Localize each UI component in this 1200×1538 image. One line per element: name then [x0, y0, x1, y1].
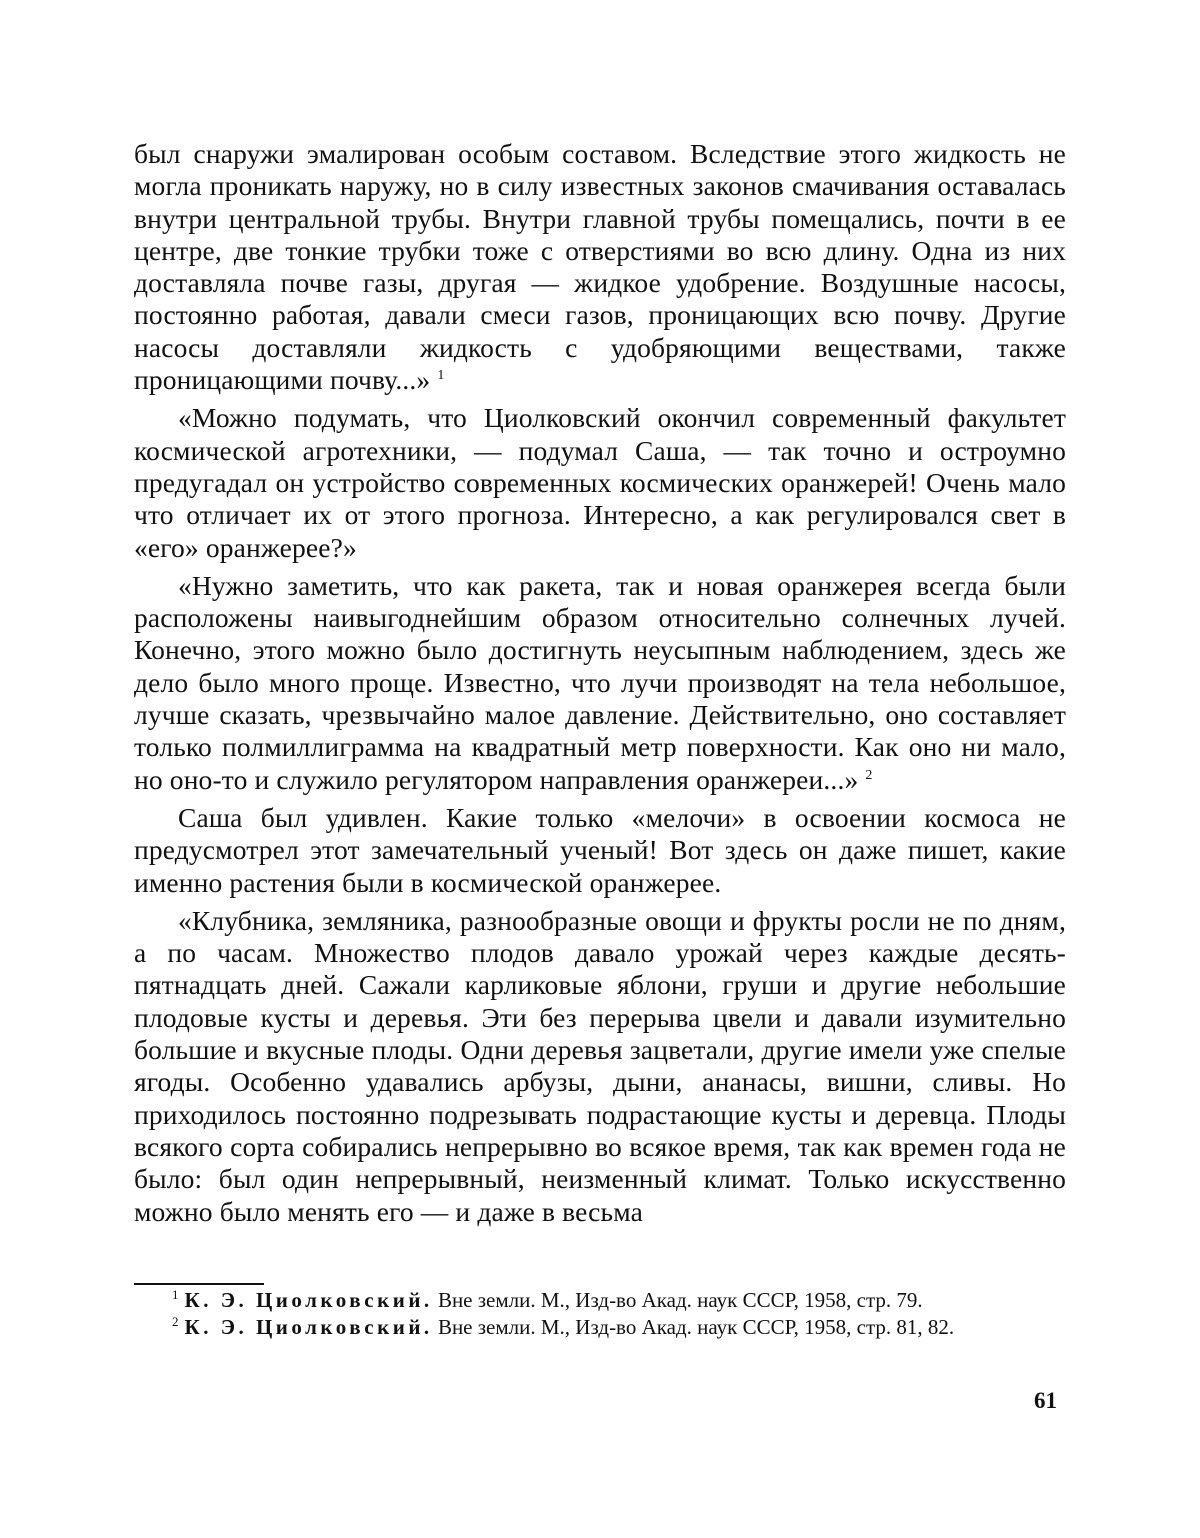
footnotes	[172, 1287, 1072, 1341]
paragraph-3-text: «Нужно заметить, что как ракета, так и новая оранжерея всегда были расположены наивыгоднейшим образом относительно солнечных лучей. Конечно, этого можно было достигнуть неусыпным наблюдением, здесь же дело было много проще. Известно, что лучи производят на тела небольшое, лучше сказать, чрезвычайно малое давление. Действительно, оно составляет только полмиллиграмма на квадратный метр поверхности. Как оно ни мало, но оно-то и служило регулятором направления оранжереи...»	[134, 569, 1066, 795]
paragraph-3	[134, 570, 1066, 796]
paragraph-5: «Клубника, земляника, разнообразные овощи и фрукты росли не по дням, а по часам. Множество плодов давало урожай через каждые десять-пятнадцать дней. Сажали карликовые яблони, груши и другие небольшие плодовые кусты и деревья. Эти без перерыва цвели и давали изумительно большие и вкусные плоды. Одни деревья зацветали, другие имели уже спелые ягоды. Особенно удавались арбузы, дыни, ананасы, вишни, сливы. Но приходилось постоянно подрезывать подрастающие кусты и деревца. Плоды всякого сорта собирались непрерывно во всякое время, так как времен года не было: был один непрерывный, неизменный климат. Только искусственно можно было менять его — и даже в весьма	[134, 904, 1066, 1227]
footnote-ref-1: 1	[437, 367, 445, 383]
page-body	[134, 138, 1066, 1228]
footnote-author: К. Э. Циолковский.	[184, 1315, 433, 1339]
paragraph-2: «Можно подумать, что Циолковский окончил современный факультет космической агротехники, — подумал Саша, — так точно и остроумно предугадал он устройство современных космических оранжерей! Очень мало что отличает их от этого прогноза. Интересно, а как регулировался свет в «его» оранжерее?»	[134, 402, 1066, 563]
paragraph-4: Саша был удивлен. Какие только «мелочи» в освоении космоса не предусмотрел этот замечательный ученый! Вот здесь он даже пишет, какие именно растения были в космической оранжерее.	[134, 801, 1066, 898]
footnote-number: 1	[172, 1287, 179, 1302]
paragraph-1	[134, 138, 1066, 396]
paragraph-1-text: был снаружи эмалирован особым составом. Вследствие этого жидкость не могла проникать наружу, но в силу известных законов смачивания оставалась внутри центральной трубы. Внутри главной трубы помещались, почти в ее центре, две тонкие трубки тоже с отверстиями во всю длину. Одна из них доставляла почве газы, другая — жидкое удобрение. Воздушные насосы, постоянно работая, давали смеси газов, проницающих всю почву. Другие насосы доставляли жидкость с удобряющими веществами, также проницающими почву...»	[134, 138, 1066, 396]
footnote-2	[172, 1314, 1072, 1341]
footnote-text: Вне земли. М., Изд-во Акад. наук СССР, 1958, стр. 81, 82.	[437, 1315, 955, 1339]
footnote-ref-2: 2	[865, 767, 873, 783]
footnote-text: Вне земли. М., Изд-во Акад. наук СССР, 1958, стр. 79.	[437, 1288, 923, 1312]
footnote-divider	[134, 1283, 264, 1285]
footnote-1	[172, 1287, 1072, 1314]
footnote-number: 2	[172, 1314, 179, 1329]
footnote-author: К. Э. Циолковский.	[184, 1288, 433, 1312]
page-number: 61	[1034, 1388, 1057, 1413]
